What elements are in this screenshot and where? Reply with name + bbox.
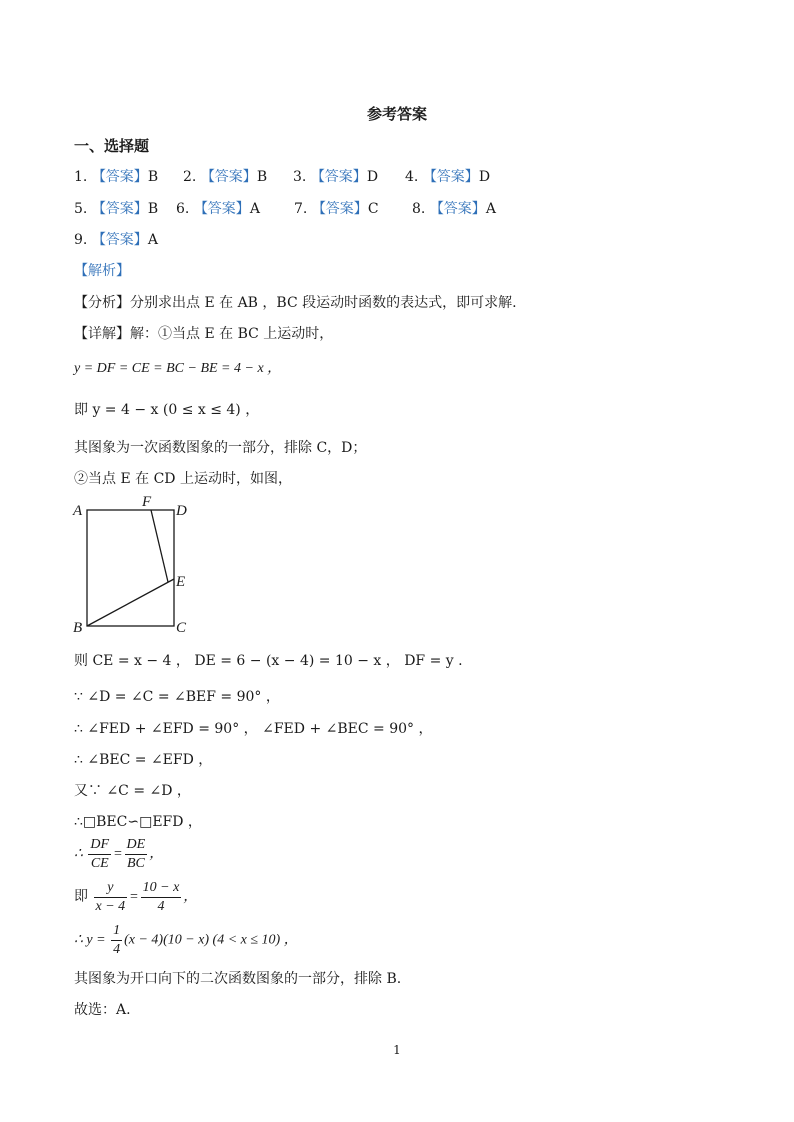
answer-9	[74, 229, 158, 249]
therefore-line-2: ∴ ∠BEC = ∠EFD ，	[74, 752, 213, 768]
label-c: C	[176, 620, 187, 636]
answer-3	[293, 166, 378, 186]
answer-value: B	[256, 169, 268, 185]
equation-1: y = DF = CE = BC − BE = 4 − x ，	[74, 361, 282, 376]
result-prefix: ∴ y =	[74, 932, 106, 948]
answer-num: 7.	[294, 201, 308, 217]
answer-value: D	[478, 169, 491, 185]
note-line-1: 其图象为一次函数图象的一部分，排除 C，D；	[74, 440, 367, 456]
fraction-denominator: CE	[90, 856, 109, 871]
also-line: 又∵ ∠C = ∠D ，	[74, 783, 191, 799]
fraction-10-x	[141, 879, 182, 916]
answer-value: A	[485, 201, 496, 217]
answer-tag: 【答案】	[200, 169, 257, 185]
answer-tag: 【答案】	[310, 169, 367, 185]
answer-4	[405, 166, 490, 186]
answer-6	[176, 198, 260, 218]
answer-tag: 【答案】	[91, 201, 148, 217]
answer-value: A	[249, 201, 260, 217]
answer-7	[294, 198, 379, 218]
answer-num: 5.	[74, 201, 88, 217]
section-heading: 一、选择题	[74, 137, 150, 155]
fraction-y	[94, 879, 128, 916]
fraction-denominator: 4	[113, 942, 121, 957]
answer-tag: 【答案】	[422, 169, 479, 185]
fraction-numerator: y	[94, 879, 128, 898]
case-2-line: ②当点 E 在 CD 上运动时，如图，	[74, 471, 292, 487]
answer-num: 9.	[74, 232, 88, 248]
fraction-numerator: 10 − x	[141, 879, 182, 898]
ratio-suffix: ，	[149, 846, 164, 862]
label-d: D	[176, 503, 187, 519]
answer-1	[74, 166, 158, 186]
answer-num: 1.	[74, 169, 88, 185]
label-b: B	[73, 620, 83, 636]
answer-5	[74, 198, 158, 218]
analysis-heading: 【解析】	[74, 263, 130, 279]
answer-num: 3.	[293, 169, 307, 185]
ji-line: 即 $\frac{y}{x - 4}$ = $\frac{10 - x}{4}$ ，	[74, 880, 198, 914]
rectangle-abcd	[87, 510, 174, 626]
answer-2	[183, 166, 267, 186]
fraction-numerator: 1	[111, 922, 122, 941]
ji-suffix: ，	[183, 889, 198, 905]
fraction-denominator: 4	[157, 899, 165, 914]
equation-2: 即 y = 4 − x (0 ≤ x ≤ 4) ，	[74, 402, 260, 418]
detail-line: 【详解】解：①当点 E 在 BC 上运动时，	[74, 326, 334, 342]
label-a: A	[73, 503, 83, 519]
then-line: 则 CE = x − 4 ， DE = 6 − (x − 4) = 10 − x ， DF = y .	[74, 653, 463, 669]
answer-value: C	[367, 201, 379, 217]
answer-8	[412, 198, 496, 218]
answer-num: 6.	[176, 201, 190, 217]
rectangle-figure	[70, 494, 200, 636]
therefore-line-1: ∴ ∠FED + ∠EFD = 90° ， ∠FED + ∠BEC = 90° ，	[74, 721, 433, 737]
answer-num: 8.	[412, 201, 426, 217]
page-number: 1	[393, 1043, 401, 1057]
fraction-numerator: DF	[88, 836, 111, 855]
fraction-quarter	[111, 922, 122, 959]
label-e: E	[176, 574, 186, 590]
fraction-de-bc	[125, 836, 148, 873]
answer-value: D	[366, 169, 379, 185]
ji-prefix: 即	[74, 889, 88, 905]
answer-tag: 【答案】	[193, 201, 250, 217]
answer-tag: 【答案】	[91, 232, 148, 248]
analysis-line: 【分析】分别求出点 E 在 AB ，BC 段运动时函数的表达式，即可求解.	[74, 295, 517, 311]
answer-value: A	[147, 232, 158, 248]
answer-tag: 【答案】	[311, 201, 368, 217]
answer-num: 4.	[405, 169, 419, 185]
segment-be	[87, 579, 174, 626]
because-line: ∵ ∠D = ∠C = ∠BEF = 90° ，	[74, 689, 280, 705]
answer-value: B	[147, 201, 159, 217]
answer-tag: 【答案】	[91, 169, 148, 185]
answer-num: 2.	[183, 169, 197, 185]
similar-line: ∴□BEC∽□EFD ，	[74, 814, 202, 830]
fraction-numerator: DE	[125, 836, 148, 855]
result-suffix: (x − 4)(10 − x) (4 < x ≤ 10) ，	[124, 932, 298, 948]
ratio-prefix: ∴	[74, 846, 83, 862]
fraction-denominator: BC	[126, 856, 145, 871]
segment-fe	[151, 510, 168, 582]
label-f: F	[142, 494, 152, 510]
answer-value: B	[147, 169, 159, 185]
final-line: 故选：A.	[74, 1002, 131, 1018]
result-line	[74, 922, 298, 959]
answer-tag: 【答案】	[429, 201, 486, 217]
fraction-denominator: x − 4	[95, 899, 126, 914]
note-line-2: 其图象为开口向下的二次函数图象的一部分，排除 B.	[74, 971, 402, 987]
page-title: 参考答案	[366, 105, 427, 123]
fraction-df-ce	[88, 836, 111, 873]
ratio-line: ∴ $\frac{DF}{CE}$ = $\frac{DE}{BC}$ ，	[74, 837, 164, 871]
